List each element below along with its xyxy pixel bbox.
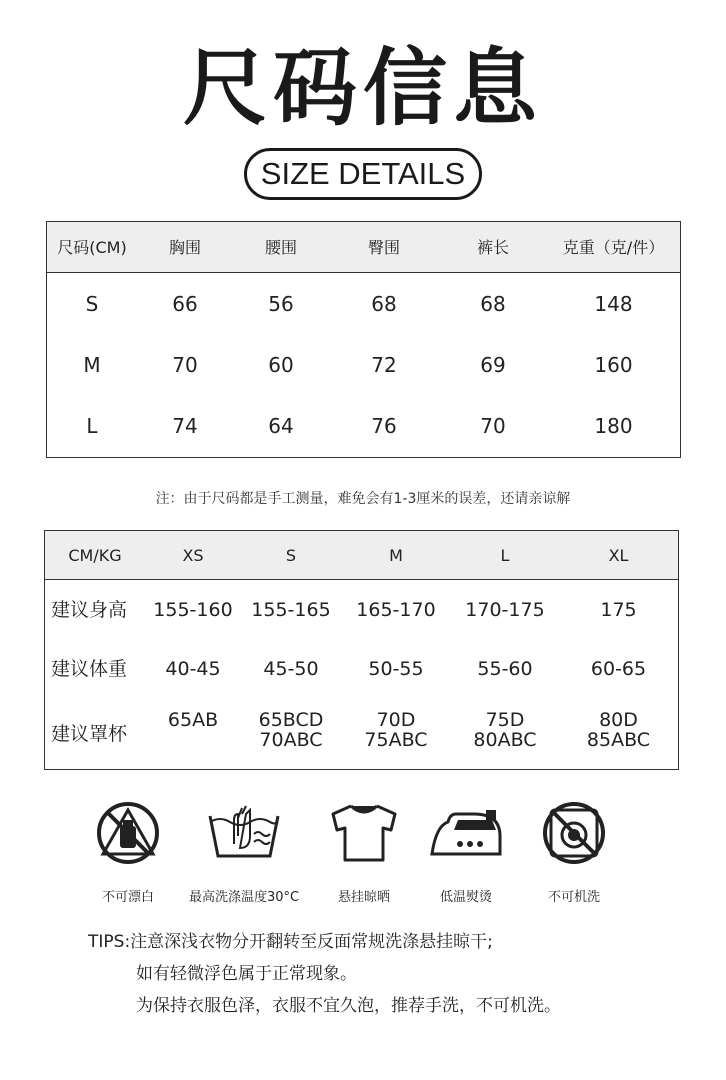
table-cell: 70D 75ABC: [364, 709, 428, 751]
table-cell: 74: [172, 414, 198, 439]
table-row: [45, 639, 679, 698]
header-cell: XL: [608, 545, 629, 565]
recommend-table: [44, 530, 679, 770]
care-icons: [0, 800, 726, 910]
care-label: 不可机洗: [547, 890, 600, 905]
care-label: 最高洗涤温度30°C: [188, 890, 300, 905]
table-cell: M: [83, 352, 101, 377]
table-cell: 56: [268, 291, 294, 316]
size-table-header: [47, 222, 681, 273]
table-row: [45, 698, 679, 770]
header-cell: 克重（克/件）: [562, 238, 665, 258]
row-label: 建议身高: [51, 598, 128, 621]
table-cell: 76: [371, 414, 397, 439]
header-cell: CM/KG: [68, 545, 122, 565]
no-bleach-icon: [95, 800, 161, 866]
row-label: 建议体重: [51, 657, 128, 680]
no-machine-wash-icon: [541, 800, 607, 866]
table-cell: 70: [480, 414, 506, 439]
table-cell: 55-60: [477, 657, 533, 680]
header-cell: M: [389, 545, 403, 565]
subtitle-badge: SIZE DETAILS: [244, 148, 482, 200]
header-cell: XS: [182, 545, 204, 565]
care-item: [504, 800, 644, 905]
table-cell: 45-50: [263, 657, 319, 680]
recommend-table-header: [45, 531, 679, 580]
header-cell: L: [500, 545, 510, 565]
low-iron-icon: [426, 800, 506, 866]
size-table: [46, 221, 681, 458]
table-cell: 170-175: [465, 598, 545, 621]
table-cell: 60-65: [590, 657, 647, 680]
table-row: [45, 580, 679, 640]
table-cell: 148: [594, 291, 633, 316]
table-cell: S: [85, 291, 99, 316]
table-cell: 160: [594, 352, 633, 377]
table-cell: 165-170: [356, 598, 436, 621]
header-cell: 臀围: [367, 238, 400, 258]
care-label: 悬挂晾晒: [337, 890, 390, 905]
table-row: [47, 334, 681, 395]
hang-dry-icon: [327, 800, 401, 866]
table-cell: 64: [268, 414, 294, 439]
subtitle-wrap: [0, 148, 726, 200]
care-label: 不可漂白: [101, 890, 154, 905]
care-item: [174, 800, 314, 905]
table-cell: 68: [480, 291, 506, 316]
header-cell: 腰围: [264, 238, 297, 258]
row-label: 建议罩杯: [51, 722, 128, 745]
tips-line: 如有轻微浮色属于正常现象。: [136, 964, 357, 984]
table-row: [47, 272, 681, 334]
table-cell: 80D 85ABC: [586, 709, 651, 751]
table-cell: 75D 80ABC: [473, 709, 537, 751]
header-cell: 胸围: [168, 238, 201, 258]
table-cell: 69: [480, 352, 506, 377]
table-cell: 180: [594, 414, 633, 439]
tips: [88, 930, 561, 1026]
table-cell: L: [86, 414, 98, 439]
table-cell: 155-160: [153, 598, 233, 621]
table-cell: 68: [371, 291, 397, 316]
wash-30-icon: [204, 800, 284, 866]
care-label: 低温熨烫: [439, 890, 492, 905]
table-cell: 175: [600, 598, 637, 621]
table-cell: 65BCD 70ABC: [258, 709, 324, 751]
table-cell: 50-55: [368, 657, 424, 680]
measurement-note: 注：由于尺码都是手工测量，难免会有1-3厘米的误差，还请亲谅解: [155, 491, 571, 507]
table-cell: 65AB: [167, 709, 219, 731]
tips-line: 为保持衣服色泽，衣服不宜久泡，推荐手洗，不可机洗。: [136, 996, 561, 1016]
table-cell: 66: [172, 291, 198, 316]
tips-line: TIPS:注意深浅衣物分开翻转至反面常规洗涤悬挂晾干;: [88, 932, 493, 952]
header-cell: S: [285, 545, 297, 565]
table-cell: 70: [172, 352, 198, 377]
header-cell: 尺码(CM): [57, 238, 127, 258]
table-cell: 155-165: [251, 598, 331, 621]
table-row: [47, 396, 681, 458]
table-cell: 40-45: [165, 657, 221, 680]
header-cell: 裤长: [476, 238, 509, 258]
page-title: 尺码信息: [182, 39, 543, 137]
table-cell: 60: [268, 352, 294, 377]
table-cell: 72: [371, 352, 397, 377]
